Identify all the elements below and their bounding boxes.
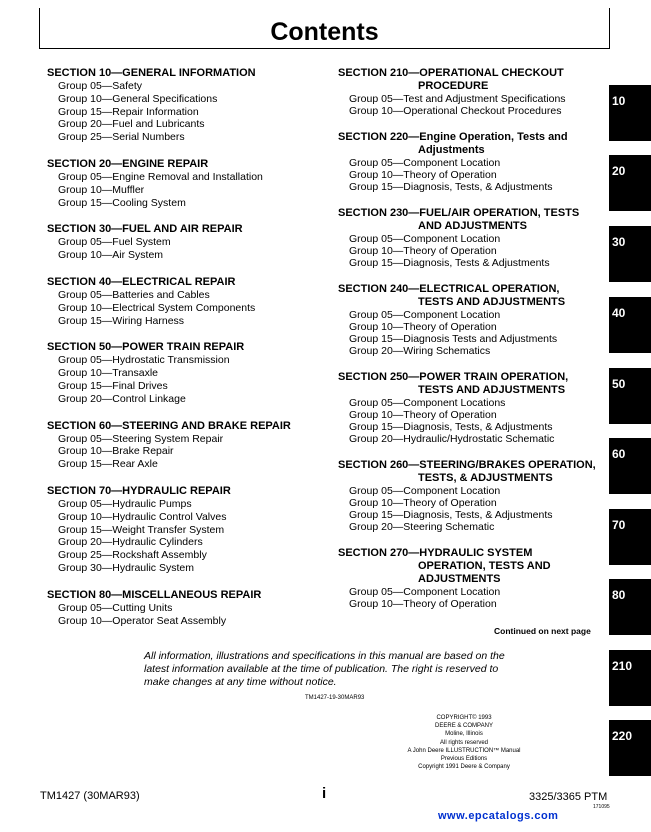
section-heading-text: SECTION 250—POWER TRAIN OPERATION,	[338, 371, 569, 383]
group-entry[interactable]: Group 15—Cooling System	[58, 196, 186, 209]
group-entry[interactable]: Group 05—Hydrostatic Transmission	[58, 354, 230, 367]
group-entry[interactable]: Group 15—Wiring Harness	[58, 314, 185, 327]
group-entry[interactable]: Group 15—Diagnosis, Tests, & Adjustments	[349, 509, 553, 521]
section-heading[interactable]	[47, 420, 317, 433]
section-heading-text: SECTION 60—STEERING AND BRAKE REPAIR	[47, 419, 291, 432]
group-entry[interactable]: Group 25—Serial Numbers	[58, 131, 185, 144]
toc-section	[338, 547, 608, 610]
copyright-line: Moline, Illinois	[445, 731, 483, 738]
section-tab-10[interactable]	[609, 85, 651, 141]
group-entry[interactable]: Group 10—Transaxle	[58, 367, 158, 380]
group-entry[interactable]: Group 25—Rockshaft Assembly	[58, 549, 207, 562]
group-entry[interactable]: Group 15—Diagnosis Tests and Adjustments	[349, 333, 558, 345]
group-entry[interactable]: Group 10—Theory of Operation	[349, 321, 497, 333]
section-heading-continuation: PROCEDURE	[418, 80, 489, 92]
section-heading-continuation: TESTS, & ADJUSTMENTS	[418, 472, 553, 484]
footer-model: 3325/3365 PTM	[529, 791, 608, 803]
section-heading[interactable]	[338, 283, 608, 309]
section-heading-text: SECTION 270—HYDRAULIC SYSTEM	[338, 547, 533, 559]
section-heading[interactable]	[338, 67, 608, 93]
group-entry[interactable]: Group 20—Hydraulic Cylinders	[58, 536, 203, 549]
section-tab-30[interactable]	[609, 226, 651, 282]
group-entry[interactable]: Group 15—Weight Transfer System	[58, 523, 225, 536]
section-heading-text: SECTION 40—ELECTRICAL REPAIR	[47, 275, 236, 288]
toc-section	[47, 276, 317, 327]
section-heading-text: SECTION 10—GENERAL INFORMATION	[47, 67, 256, 79]
toc-section	[338, 207, 608, 269]
section-heading[interactable]	[338, 371, 608, 397]
toc-section	[47, 223, 317, 262]
section-heading-continuation: Adjustments	[418, 144, 485, 156]
section-heading-text: SECTION 220—Engine Operation, Tests and	[338, 131, 568, 143]
toc-section	[47, 589, 317, 628]
watermark-url[interactable]: www.epcatalogs.com	[438, 810, 559, 822]
group-entry[interactable]: Group 05—Component Location	[349, 485, 501, 497]
group-entry[interactable]: Group 05—Cutting Units	[58, 601, 173, 614]
section-tab-label: 60	[612, 447, 626, 461]
group-entry[interactable]: Group 15—Diagnosis, Tests, & Adjustments	[349, 181, 553, 193]
doc-code: TM1427-19-30MAR93	[305, 695, 365, 701]
group-entry[interactable]: Group 10—Muffler	[58, 183, 145, 196]
section-heading[interactable]	[338, 131, 608, 157]
group-entry[interactable]: Group 10—Theory of Operation	[349, 245, 497, 257]
copyright-line: Previous Editions	[440, 756, 488, 763]
group-entry[interactable]: Group 05—Hydraulic Pumps	[58, 497, 192, 510]
section-tab-label: 70	[612, 518, 626, 532]
copyright-line: All rights reserved	[439, 739, 489, 746]
section-heading[interactable]	[47, 276, 317, 289]
section-heading-text: SECTION 20—ENGINE REPAIR	[47, 157, 209, 170]
group-entry[interactable]: Group 10—Theory of Operation	[349, 409, 497, 421]
section-tab-40[interactable]	[609, 297, 651, 353]
group-entry[interactable]: Group 05—Component Location	[349, 233, 501, 245]
section-heading[interactable]	[338, 207, 608, 233]
group-entry[interactable]: Group 05—Engine Removal and Installation	[58, 170, 263, 183]
section-heading-text: SECTION 80—MISCELLANEOUS REPAIR	[47, 588, 262, 601]
section-heading-continuation: TESTS AND ADJUSTMENTS	[418, 384, 566, 396]
copyright-line: COPYRIGHT© 1993	[436, 715, 492, 721]
section-heading[interactable]	[47, 223, 317, 236]
section-heading[interactable]	[338, 459, 608, 485]
disclaimer: All information, illustrations and specifications in this manual are based on the latest information available at the time of publication. The right is reserved to make changes at any time without notice.	[144, 650, 505, 688]
section-heading[interactable]	[47, 589, 317, 602]
continued-note: Continued on next page	[494, 626, 591, 636]
group-entry[interactable]: Group 05—Component Location	[349, 309, 501, 321]
group-entry[interactable]: Group 20—Steering Schematic	[349, 521, 495, 533]
group-entry[interactable]: Group 05—Safety	[58, 80, 143, 92]
page-number: i	[322, 785, 327, 802]
section-tab-label: 50	[612, 377, 626, 391]
group-entry[interactable]: Group 10—Brake Repair	[58, 445, 174, 458]
section-tab-50[interactable]	[609, 368, 651, 424]
section-heading-text: SECTION 30—FUEL AND AIR REPAIR	[47, 223, 243, 236]
footer-code: 171095	[593, 804, 610, 810]
group-entry[interactable]: Group 20—Control Linkage	[58, 392, 186, 405]
section-heading-continuation: OPERATION, TESTS AND ADJUSTMENTS	[418, 560, 551, 585]
group-entry[interactable]: Group 05—Test and Adjustment Specifications	[349, 93, 566, 105]
group-entry[interactable]: Group 05—Fuel System	[58, 236, 171, 249]
section-tab-220[interactable]	[609, 720, 651, 776]
section-heading[interactable]	[47, 341, 317, 354]
section-tab-210[interactable]	[609, 650, 651, 706]
group-entry[interactable]: Group 05—Component Location	[349, 586, 501, 598]
section-tab-label: 20	[612, 164, 626, 178]
section-tab-label: 30	[612, 235, 626, 249]
section-tab-label: 210	[612, 659, 633, 673]
section-heading[interactable]	[47, 485, 317, 498]
group-entry[interactable]: Group 05—Steering System Repair	[58, 432, 224, 445]
group-entry[interactable]: Group 10—Theory of Operation	[349, 169, 497, 181]
group-entry[interactable]: Group 10—Electrical System Components	[58, 301, 256, 314]
section-heading-text: SECTION 50—POWER TRAIN REPAIR	[47, 341, 245, 354]
toc-section	[47, 158, 317, 209]
group-entry[interactable]: Group 05—Batteries and Cables	[58, 288, 210, 301]
section-heading[interactable]	[47, 67, 317, 80]
section-heading-continuation: TESTS AND ADJUSTMENTS	[418, 296, 566, 308]
group-entry[interactable]: Group 10—General Specifications	[58, 92, 218, 105]
group-entry[interactable]: Group 20—Wiring Schematics	[349, 345, 491, 357]
group-entry[interactable]: Group 15—Final Drives	[58, 379, 168, 392]
header-box	[39, 8, 610, 49]
group-entry[interactable]: Group 20—Hydraulic/Hydrostatic Schematic	[349, 433, 555, 445]
section-tab-70[interactable]	[609, 509, 651, 565]
section-heading-text: SECTION 230—FUEL/AIR OPERATION, TESTS	[338, 207, 580, 219]
section-tab-80[interactable]	[609, 579, 651, 635]
toc-section	[47, 485, 317, 575]
copyright-block	[398, 714, 530, 771]
group-entry[interactable]: Group 05—Component Locations	[349, 397, 506, 409]
copyright-line: DEERE & COMPANY	[435, 723, 493, 730]
group-entry[interactable]: Group 10—Hydraulic Control Valves	[58, 510, 227, 523]
section-heading-text: SECTION 210—OPERATIONAL CHECKOUT	[338, 67, 564, 79]
section-heading[interactable]	[47, 158, 317, 171]
group-entry[interactable]: Group 15—Rear Axle	[58, 458, 158, 471]
section-tab-label: 10	[612, 94, 626, 108]
group-entry[interactable]: Group 15—Diagnosis, Tests & Adjustments	[349, 257, 550, 269]
group-entry[interactable]: Group 05—Component Location	[349, 157, 501, 169]
footer-manual-id: TM1427 (30MAR93)	[40, 790, 140, 802]
group-entry[interactable]: Group 20—Fuel and Lubricants	[58, 118, 205, 131]
section-heading-text: SECTION 70—HYDRAULIC REPAIR	[47, 484, 231, 497]
section-heading-text: SECTION 240—ELECTRICAL OPERATION,	[338, 283, 560, 295]
toc-section	[338, 371, 608, 445]
copyright-line: Copyright 1991 Deere & Company	[418, 764, 510, 771]
group-entry[interactable]: Group 10—Air System	[58, 249, 164, 262]
copyright-line: A John Deere ILLUSTRUCTION™ Manual	[407, 747, 521, 754]
group-entry[interactable]: Group 15—Diagnosis, Tests, & Adjustments	[349, 421, 553, 433]
toc-section	[47, 341, 317, 405]
toc-section	[338, 67, 608, 117]
group-entry[interactable]: Group 10—Theory of Operation	[349, 598, 497, 610]
group-entry[interactable]: Group 10—Operator Seat Assembly	[58, 614, 227, 627]
toc-section	[47, 420, 317, 471]
toc-section	[47, 67, 317, 144]
toc-section	[338, 283, 608, 357]
section-heading[interactable]	[338, 547, 608, 586]
toc-section	[338, 131, 608, 193]
section-tab-label: 40	[612, 306, 626, 320]
contents-left-column	[47, 67, 317, 641]
section-heading-text: SECTION 260—STEERING/BRAKES OPERATION,	[338, 459, 596, 471]
group-entry[interactable]: Group 10—Theory of Operation	[349, 497, 497, 509]
page-title: Contents	[270, 18, 379, 46]
section-tab-60[interactable]	[609, 438, 651, 494]
group-entry[interactable]: Group 15—Repair Information	[58, 105, 199, 118]
toc-section	[338, 459, 608, 533]
group-entry[interactable]: Group 30—Hydraulic System	[58, 561, 194, 574]
section-tab-label: 220	[612, 729, 633, 743]
group-entry[interactable]: Group 10—Operational Checkout Procedures	[349, 105, 562, 117]
contents-right-column	[338, 67, 608, 624]
section-tab-label: 80	[612, 588, 626, 602]
section-tab-20[interactable]	[609, 155, 651, 211]
section-heading-continuation: AND ADJUSTMENTS	[418, 220, 527, 232]
